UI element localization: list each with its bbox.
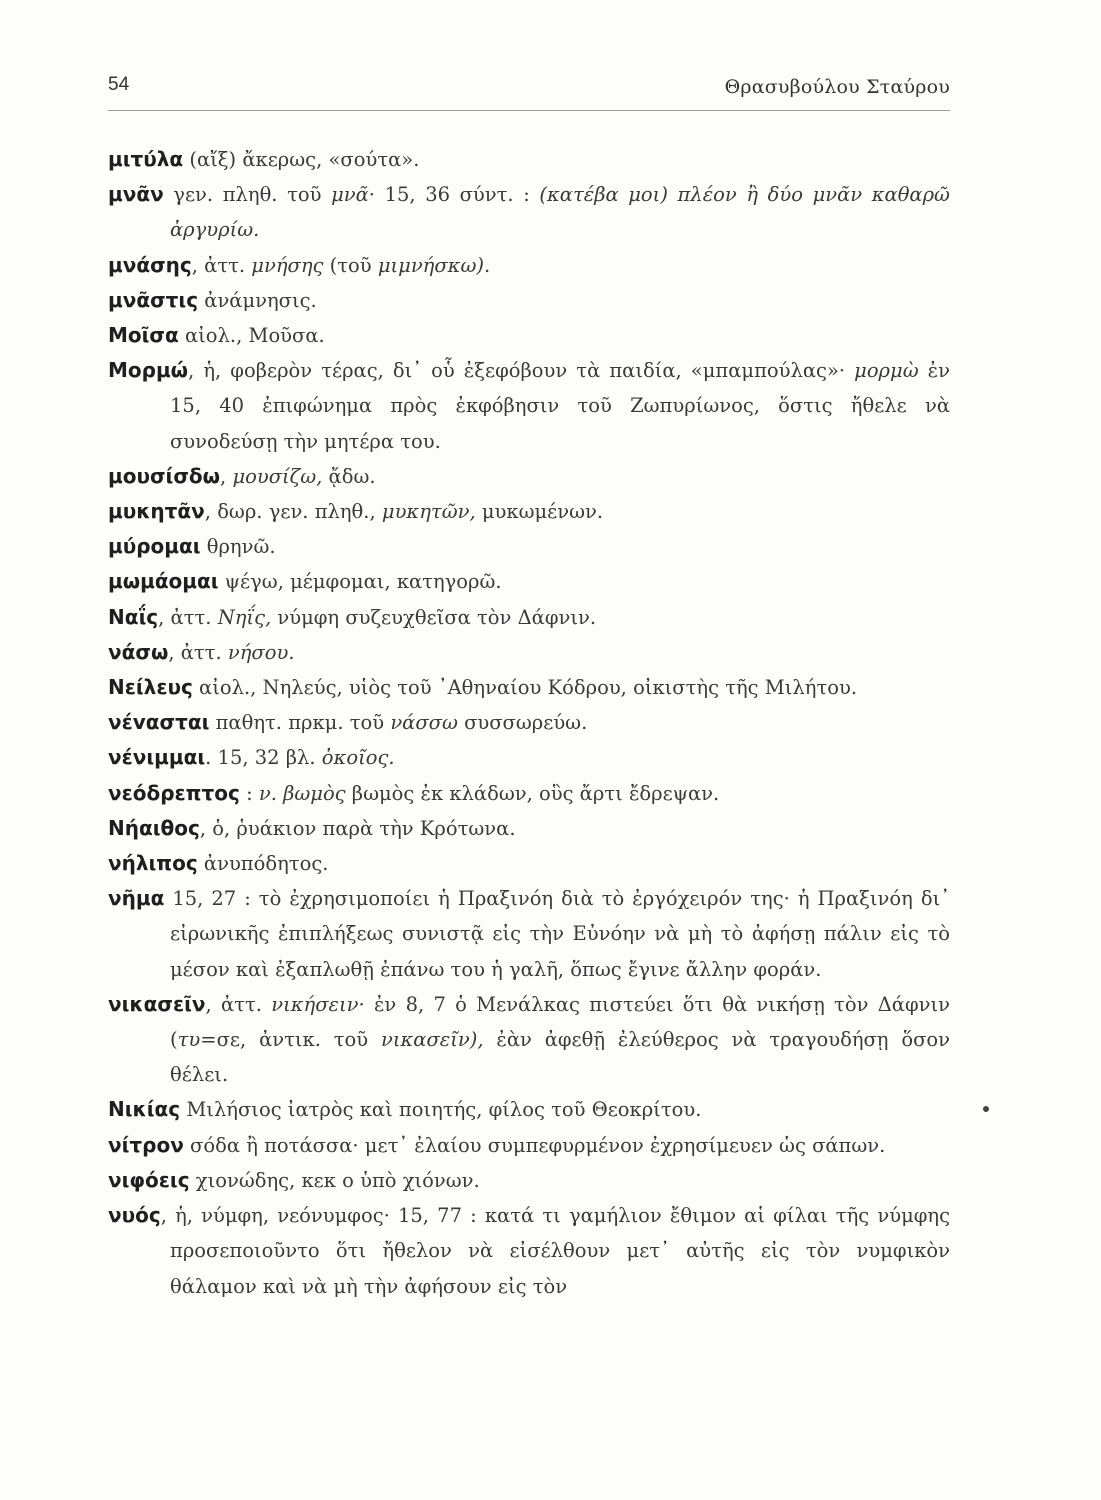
headword: νυός bbox=[108, 1203, 161, 1228]
headword: νικασεῖν bbox=[108, 991, 206, 1016]
glossary-entry bbox=[108, 353, 950, 459]
headword: μουσίσδω bbox=[108, 463, 221, 488]
glossary-entry bbox=[108, 529, 950, 564]
definition-text: , δωρ. γεν. πληθ., bbox=[204, 500, 382, 524]
definition-text: θρηνῶ. bbox=[200, 535, 276, 559]
glossary-entry bbox=[108, 670, 950, 705]
glossary-entry bbox=[108, 987, 950, 1093]
definition-text: =σε, ἀντικ. τοῦ bbox=[200, 1028, 381, 1052]
headword: Νικίας bbox=[108, 1097, 181, 1122]
definition-text: , ἀττ. bbox=[158, 605, 218, 629]
headword: μωμάομαι bbox=[108, 569, 219, 594]
glossary-entry bbox=[108, 776, 950, 811]
italic-text: μνᾶ· bbox=[331, 183, 375, 207]
definition-text: αἰολ., Νηλεύς, υἱὸς τοῦ ᾿Αθηναίου Κόδρου, οἰκιστὴς τῆς Μιλήτου. bbox=[192, 676, 858, 700]
glossary-entry bbox=[108, 740, 950, 775]
headword: νεόδρεπτος bbox=[108, 780, 240, 805]
glossary-entry bbox=[108, 881, 950, 987]
definition-text: , ἡ, φοβερὸν τέρας, δι᾿ οὗ ἐξεφόβουν τὰ παιδία, «μπαμπούλας»· bbox=[188, 359, 855, 383]
definition-text: ἐν 15, 40 ἐπιφώνημα πρὸς ἐκφόβησιν τοῦ Ζωπυρίωνος, ὅστις ἤθελε νὰ συνοδεύσῃ τὴν μητέρα του. bbox=[170, 359, 950, 453]
glossary-entry bbox=[108, 1092, 950, 1127]
definition-text: : bbox=[239, 781, 259, 805]
headword: νῆμα bbox=[108, 886, 165, 911]
definition-text: βωμὸς ἐκ κλάδων, οὓς ἄρτι ἔδρεψαν. bbox=[345, 781, 720, 805]
page-header bbox=[108, 70, 950, 111]
italic-text: νάσσω bbox=[390, 711, 458, 735]
definition-text: , ἀττ. bbox=[168, 640, 228, 664]
headword: Νήαιθος bbox=[108, 815, 200, 840]
definition-text: ἐὰν ἀφεθῇ ἐλεύθερος νὰ τραγουδήσῃ ὅσον θέλει. bbox=[170, 1028, 950, 1087]
definition-text: (αἴξ) ἄκερως, «σούτα». bbox=[183, 148, 420, 171]
glossary-entry bbox=[108, 564, 950, 599]
definition-text: ἀνάμνησις. bbox=[198, 288, 317, 312]
headword: μνᾶστις bbox=[108, 287, 199, 312]
definition-text: νύμφη συζευχθεῖσα τὸν Δάφνιν. bbox=[271, 605, 597, 629]
headword: μύρομαι bbox=[108, 534, 201, 559]
italic-text: νικασεῖν), bbox=[381, 1028, 484, 1052]
headword: νέvασται bbox=[108, 710, 210, 735]
definition-text: 15, 27 : τὸ ἐχρησιμοποίει ἡ Πραξινόη διὰ τὸ ἐργόχειρόν της· ἡ Πραξινόη δι᾿ εἰρωνικῆς ἐπιπλήξεως συνιστᾷ εἰς τὴν Εὐνόην νὰ μὴ τὸ ἀφήσῃ πάλιν εἰς τὸ μέσον καὶ ἐξαπλωθῇ ἐπάνω του ἡ γαλῆ, ὅπως ἔγινε ἄλλην φοράν. bbox=[164, 887, 950, 981]
italic-text: μιμνήσκω). bbox=[377, 253, 491, 277]
glossary-entry bbox=[108, 705, 950, 740]
headword: νίτρον bbox=[108, 1132, 184, 1157]
definition-text: Μιλήσιος ἰατρὸς καὶ ποιητής, φίλος τοῦ Θεοκρίτου. bbox=[180, 1098, 702, 1122]
italic-text: μνήσης bbox=[251, 253, 324, 277]
glossary-entry bbox=[108, 142, 950, 177]
definition-text: αἰολ., Μοῦσα. bbox=[178, 324, 325, 348]
headword: νένιμμαι bbox=[108, 745, 206, 770]
italic-text: τυ bbox=[177, 1028, 201, 1052]
italic-text: ὀκοῖος. bbox=[321, 746, 395, 770]
glossary-entry bbox=[108, 1163, 950, 1198]
headword: νιφόεις bbox=[108, 1167, 190, 1192]
definition-text: παθητ. πρκμ. τοῦ bbox=[209, 711, 391, 735]
definition-text: , ἀττ. bbox=[205, 992, 272, 1016]
italic-text: μουσίζω, bbox=[232, 464, 323, 488]
glossary-entry bbox=[108, 635, 950, 670]
definition-text: , ἡ, νύμφη, νεόνυμφος· 15, 77 : κατά τι γαμήλιον ἔθιμον αἱ φίλαι τῆς νύμφης προσεποιοῦντο ὅτι ἤθελον νὰ εἰσέλθουν μετ᾿ αὐτῆς εἰς τὸν νυμφικὸν θάλαμον καὶ νὰ μὴ τὴν ἀφήσουν εἰς τὸν bbox=[160, 1204, 950, 1298]
glossary-entry bbox=[108, 811, 950, 846]
glossary-entry bbox=[108, 1198, 950, 1304]
glossary-entry bbox=[108, 846, 950, 881]
headword: νάσω bbox=[108, 639, 169, 664]
definition-text: . 15, 32 βλ. bbox=[205, 746, 322, 770]
glossary-entry bbox=[108, 494, 950, 529]
definition-text: , ὁ, ῥυάκιον παρὰ τὴν Κρότωνα. bbox=[199, 816, 516, 840]
italic-text: νήσου. bbox=[227, 640, 295, 664]
italic-text: μορμὼ bbox=[854, 359, 919, 383]
glossary-entry bbox=[108, 318, 950, 353]
margin-mark bbox=[983, 1106, 989, 1112]
headword: Νείλευς bbox=[108, 675, 193, 700]
glossary-entry bbox=[108, 248, 950, 283]
definition-text: (τοῦ bbox=[323, 253, 378, 277]
definition-text: γεν. πληθ. τοῦ bbox=[163, 183, 332, 207]
definition-text: , ἀττ. bbox=[191, 253, 252, 277]
glossary-entry bbox=[108, 600, 950, 635]
glossary-entry bbox=[108, 283, 950, 318]
definition-text: σόδα ἢ ποτάσσα· μετ᾿ ἐλαίου συμπεφυρμένον ἐχρησίμευεν ὡς σάπων. bbox=[183, 1133, 886, 1157]
headword: μυκητᾶν bbox=[108, 499, 205, 524]
italic-text: Νηΐς, bbox=[217, 605, 272, 629]
definition-text: ᾄδω. bbox=[322, 464, 376, 488]
italic-text: νικήσειν· bbox=[271, 992, 365, 1016]
dictionary-entries bbox=[108, 142, 950, 1304]
definition-text: μυκωμένων. bbox=[475, 500, 604, 524]
definition-text: 15, 36 σύντ. : bbox=[375, 183, 540, 207]
headword: μνᾶν bbox=[108, 182, 164, 207]
headword: μιτύλα bbox=[108, 147, 184, 171]
definition-text: ἀνυπόδητος. bbox=[197, 852, 329, 876]
italic-text: μυκητῶν, bbox=[381, 500, 476, 524]
definition-text: χιονώδης, κεκ ο ὑπὸ χιόνων. bbox=[189, 1168, 480, 1192]
italic-text: (κατέβα μοι) πλέον ἢ δύο μνᾶν καθαρῶ ἀργυρίω. bbox=[170, 183, 950, 242]
headword: μνάσης bbox=[108, 252, 192, 277]
running-head: Θρασυβούλου Σταύρου bbox=[724, 76, 950, 98]
definition-text: ψέγω, μέμφομαι, κατηγορῶ. bbox=[218, 570, 502, 594]
definition-text: , bbox=[220, 464, 233, 488]
glossary-entry bbox=[108, 1128, 950, 1163]
headword: Μοῖσα bbox=[108, 323, 179, 348]
glossary-entry bbox=[108, 459, 950, 494]
headword: Μορμώ bbox=[108, 358, 189, 383]
page-number: 54 bbox=[108, 74, 130, 95]
glossary-entry bbox=[108, 177, 950, 247]
definition-text: ἐν 8, 7 ὁ Μενάλκας πιστεύει ὅτι θὰ νικήσῃ τὸν Δάφνιν ( bbox=[170, 992, 950, 1052]
headword: Ναΐς bbox=[108, 604, 159, 629]
italic-text: ν. βωμὸς bbox=[258, 781, 346, 805]
definition-text: συσσωρεύω. bbox=[457, 711, 588, 735]
headword: νήλιπος bbox=[108, 851, 198, 876]
